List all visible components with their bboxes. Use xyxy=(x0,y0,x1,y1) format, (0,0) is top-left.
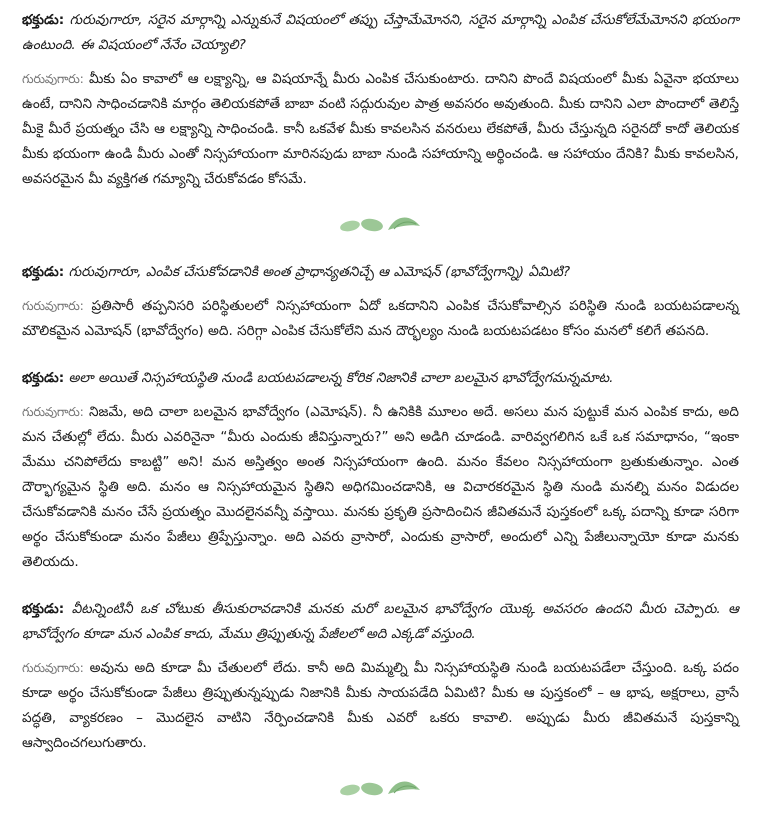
answer-text: నిజమే, అది చాలా బలమైన భావోద్వేగం (ఎమోషన్). నీ ఉనికికి మూలం అదే. అసలు మన పుట్టుకే మన ఎంపిక కాదు, అది మన చేతుల్లో లేదు. మీరు ఎవరినైనా “మీరు ఎందుకు జీవిస్తున్నారు?” అని అడిగి చూడండి. వారివ్వగలిగిన ఒకే ఒక సమాధానం, “ఇంకా మేము చనిపోలేదు కాబట్టి” అని! మన అస్తిత్వం అంత నిస్సహాయంగా ఉంది. మనం కేవలం నిస్సహాయంగా బ్రతుకుతున్నాం. ఎంత దౌర్భాగ్యమైన స్థితి అది. మనం ఆ నిస్సహాయమైన స్థితిని అధిగమించడానికి, ఆ విచారకరమైన స్థితి నుండి మనల్ని మనం విడుదల చేసుకోవడానికి మనం చేసే ప్రయత్నం మొదలైనవన్నీ వస్తాయి. మనకు ప్రకృతి ప్రసాదించిన జీవితమనే పుస్తకంలో ఒక్క పదాన్ని కూడా సరిగా అర్థం చేసుకోకుండా మనం పేజీలు త్రిప్పేస్తున్నాం. అది ఎవరు వ్రాసారో, ఎందుకు వ్రాసారో, అందులో ఎన్ని పేజీలున్నాయో కూడా మనకు తెలియదు. xyxy=(22,404,739,570)
devotee-question xyxy=(22,366,739,391)
qa-block xyxy=(22,366,739,575)
speaker-label: గురువుగారు: xyxy=(22,71,84,86)
speaker-label: గురువుగారు: xyxy=(22,404,84,419)
leaf-divider-icon xyxy=(22,206,739,242)
speaker-label: భక్తుడు: xyxy=(22,12,65,28)
qa-block xyxy=(22,260,739,344)
question-text: గురువుగారూ, ఎంపిక చేసుకోవడానికి అంత ప్రాధాన్యతనిచ్చే ఆ ఎమోషన్ (భావోద్వేగాన్ని) ఏమిటి? xyxy=(68,264,571,280)
question-text: గురువుగారూ, సరైన మార్గాన్ని ఎన్నుకునే విషయంలో తప్పు చేస్తామేమోనని, సరైన మార్గాన్ని ఎంపిక చేసుకోలేమేమోనని భయంగా ఉంటుంది. ఈ విషయంలో నేనేం చెయ్యాలి? xyxy=(22,12,740,53)
speaker-label: భక్తుడు: xyxy=(22,264,65,280)
devotee-question xyxy=(22,8,739,58)
qa-block xyxy=(22,597,739,756)
guru-answer xyxy=(22,293,739,344)
devotee-question xyxy=(22,260,739,285)
question-text: వీటన్నింటినీ ఒక చోటుకు తీసుకురావడానికి మనకు మరో బలమైన భావోద్వేగం యొక్క అవసరం ఉందని మీరు చెప్పారు. ఆ భావోద్వేగం కూడా మన ఎంపిక కాదు, మేము త్రిప్పుతున్న పేజీలలో అది ఎక్కడో వస్తుంది. xyxy=(22,601,739,642)
speaker-label: గురువుగారు: xyxy=(22,298,84,313)
qa-block xyxy=(22,8,739,192)
guru-answer xyxy=(22,66,739,192)
guru-answer xyxy=(22,399,739,575)
question-text: అలా అయితే నిస్సహాయస్థితి నుండి బయటపడాలన్న కోరిక నిజానికి చాలా బలమైన భావోద్వేగమన్నమాట. xyxy=(68,370,614,386)
leaf-divider-icon xyxy=(22,770,739,806)
answer-text: అవును అది కూడా మీ చేతులలో లేదు. కానీ అది మిమ్మల్ని మీ నిస్సహాయస్థితి నుండి బయటపడేలా చేస్తుంది. ఒక్క పదం కూడా అర్థం చేసుకోకుండా పేజీలు త్రిప్పుతున్నప్పుడు నిజానికి మీకు సాయపడేది ఏమిటి? మీకు ఆ పుస్తకంలో – ఆ భాష, అక్షరాలు, వ్రాసే పద్ధతి, వ్యాకరణం – మొదలైన వాటిని నేర్పించడానికి మీకు ఎవరో ఒకరు కావాలి. అప్పుడు మీరు జీవితమనే పుస్తకాన్ని ఆస్వాదించగలుగుతారు. xyxy=(22,660,740,751)
speaker-label: గురువుగారు: xyxy=(22,660,84,675)
answer-text: మీకు ఏం కావాలో ఆ లక్ష్యాన్ని, ఆ విషయాన్నే మీరు ఎంపిక చేసుకుంటారు. దానిని పొందే విషయంలో మీకు ఏవైనా భయాలు ఉంటే, దానిని సాధించడానికి మార్గం తెలియకపోతే బాబా వంటి సద్గురువుల పాత్ర అవసరం అవుతుంది. మీకు దానిని ఎలా పొందాలో తెలిస్తే మీకై మీరే ప్రయత్నం చేసి ఆ లక్ష్యాన్ని సాధించండి. కానీ ఒకవేళ మీకు కావలసిన వనరులు లేకపోతే, మీరు చేస్తున్నది సరైనదో కాదో తెలియక మీకు భయంగా ఉండి మీరు ఎంతో నిస్సహాయంగా మారినపుడు బాబా నుండి సహాయాన్ని అర్థించండి. ఆ సహాయం దేనికి? మీకు కావలసిన, అవసరమైన మీ వ్యక్తిగత గమ్యాన్ని చేరుకోవడం కోసమే. xyxy=(22,71,739,187)
speaker-label: భక్తుడు: xyxy=(22,370,65,386)
guru-answer xyxy=(22,655,739,756)
speaker-label: భక్తుడు: xyxy=(22,601,65,617)
devotee-question xyxy=(22,597,739,647)
answer-text: ప్రతిసారీ తప్పనిసరి పరిస్థితులలో నిస్సహాయంగా ఏదో ఒకదానిని ఎంపిక చేసుకోవాల్సిన పరిస్థితి నుండి బయటపడాలన్న మౌలికమైన ఎమోషన్ (భావోద్వేగం) అది. సరిగ్గా ఎంపిక చేసుకోలేని మన దౌర్భల్యం నుండి బయటపడటం కోసం మనలో కలిగే తపనది. xyxy=(22,298,739,339)
